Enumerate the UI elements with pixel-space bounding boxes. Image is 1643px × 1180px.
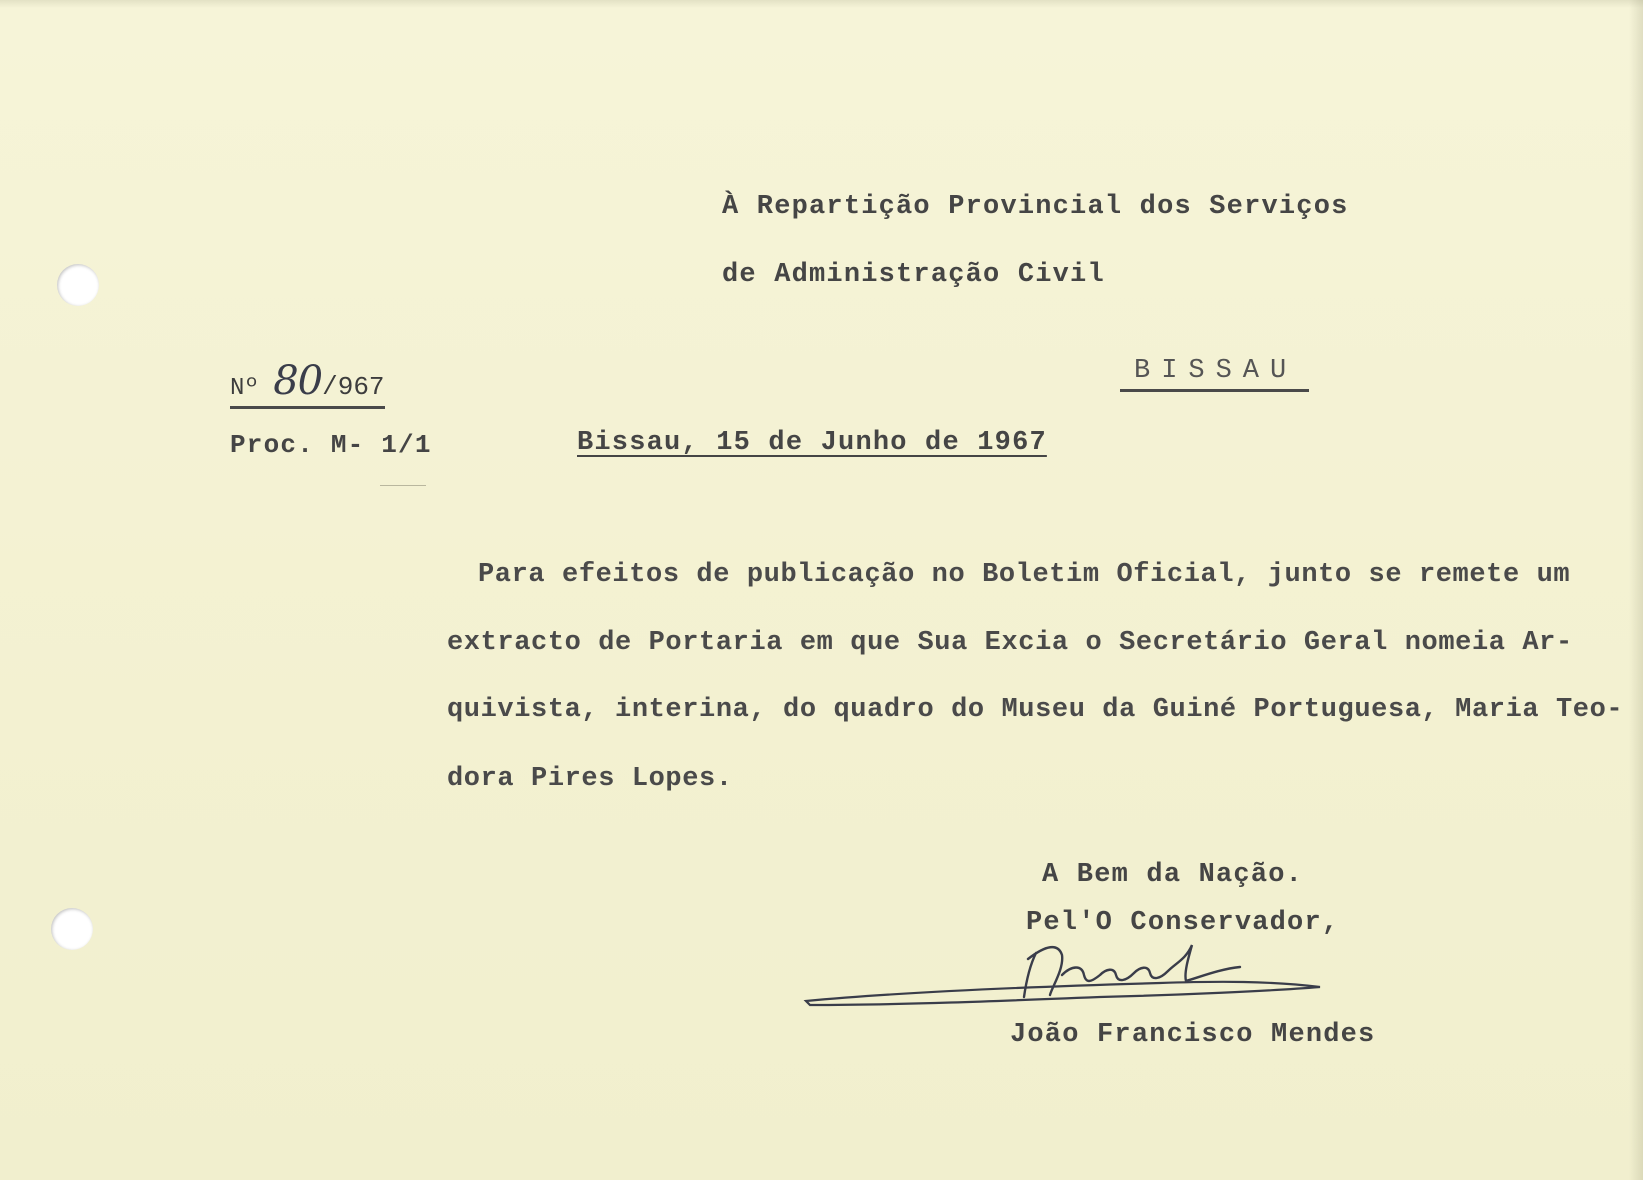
document-number: [230, 358, 385, 409]
punch-hole-bottom: [51, 908, 93, 950]
number-prefix: Nº: [230, 375, 259, 402]
body-line-1: Para efeitos de publicação no Boletim Oficial, junto se remete um: [478, 560, 1571, 590]
process-reference: Proc. M- 1/1: [230, 430, 432, 460]
letter-date: Bissau, 15 de Junho de 1967: [577, 428, 1047, 458]
body-line-4: dora Pires Lopes.: [447, 764, 733, 794]
number-year: /967: [322, 372, 385, 402]
punch-hole-top: [57, 264, 99, 306]
signer-name: João Francisco Mendes: [1010, 1020, 1376, 1050]
addressee-line-2: de Administração Civil: [722, 260, 1105, 290]
closing-salutation: A Bem da Nação.: [1042, 860, 1304, 890]
body-line-3: quivista, interina, do quadro do Museu da Guiné Portuguesa, Maria Teo-: [447, 695, 1624, 725]
number-handwritten: 80: [273, 358, 323, 404]
closing-on-behalf: Pel'O Conservador,: [1026, 908, 1340, 938]
faint-rule: [380, 485, 426, 486]
city-heading: BISSAU: [1120, 356, 1309, 392]
handwritten-signature: [800, 935, 1330, 1015]
paper-edge-shadow: [1629, 0, 1643, 1180]
addressee-line-1: À Repartição Provincial dos Serviços: [722, 192, 1349, 222]
paper-top-shadow: [0, 0, 1643, 8]
body-line-2: extracto de Portaria em que Sua Excia o Secretário Geral nomeia Ar-: [447, 628, 1573, 658]
